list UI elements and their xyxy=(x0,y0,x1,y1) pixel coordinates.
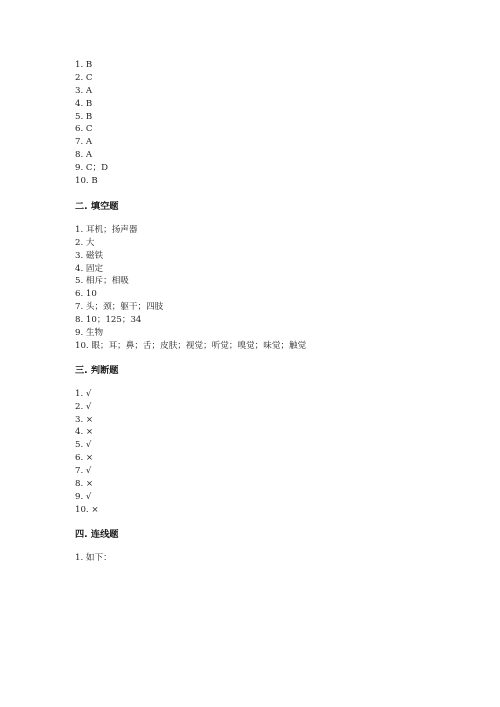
list-item: 4. × xyxy=(75,427,94,438)
list-item: 4. B xyxy=(75,98,93,109)
list-item: 8. 10；125；34 xyxy=(75,315,142,326)
list-item: 6. × xyxy=(75,453,94,464)
list-item: 9. C；D xyxy=(75,163,108,174)
list-item: 5. 相斥；相吸 xyxy=(75,276,129,287)
list-item: 3. A xyxy=(75,85,93,96)
true-false-answers-list xyxy=(75,388,455,517)
list-item: 7. A xyxy=(75,137,93,148)
list-item: 10. × xyxy=(75,504,99,515)
section-heading-true-false: 三. 判断题 xyxy=(75,364,119,376)
list-item: 5. B xyxy=(75,111,93,122)
list-item: 2. C xyxy=(75,72,93,83)
list-item: 9. √ xyxy=(75,491,92,502)
list-item: 1. √ xyxy=(75,388,92,399)
fill-in-answers-list xyxy=(75,224,455,353)
choice-answers-list xyxy=(75,59,455,188)
section-heading-matching: 四. 连线题 xyxy=(75,528,119,540)
list-item: 9. 生物 xyxy=(75,328,104,339)
list-item: 3. 磁铁 xyxy=(75,250,104,261)
list-item: 5. √ xyxy=(75,440,92,451)
list-item: 1. 耳机；扬声器 xyxy=(75,224,138,235)
list-item: 2. √ xyxy=(75,401,92,412)
list-item: 2. 大 xyxy=(75,237,95,248)
list-item: 7. √ xyxy=(75,466,92,477)
list-item: 8. A xyxy=(75,150,93,161)
list-item: 4. 固定 xyxy=(75,263,104,274)
list-item: 6. C xyxy=(75,124,93,135)
list-item: 1. 如下： xyxy=(75,552,112,563)
answer-sheet xyxy=(75,59,455,565)
list-item: 7. 头；颈；躯干；四肢 xyxy=(75,302,164,313)
list-item: 6. 10 xyxy=(75,289,97,300)
list-item: 10. B xyxy=(75,176,98,187)
section-heading-fill-in: 二. 填空题 xyxy=(75,200,119,212)
list-item: 3. × xyxy=(75,414,94,425)
list-item: 8. × xyxy=(75,479,94,490)
list-item: 10. 眼；耳；鼻；舌；皮肤；视觉；听觉；嗅觉；味觉；触觉 xyxy=(75,340,307,351)
list-item: 1. B xyxy=(75,60,93,70)
matching-answers-list xyxy=(75,552,455,565)
